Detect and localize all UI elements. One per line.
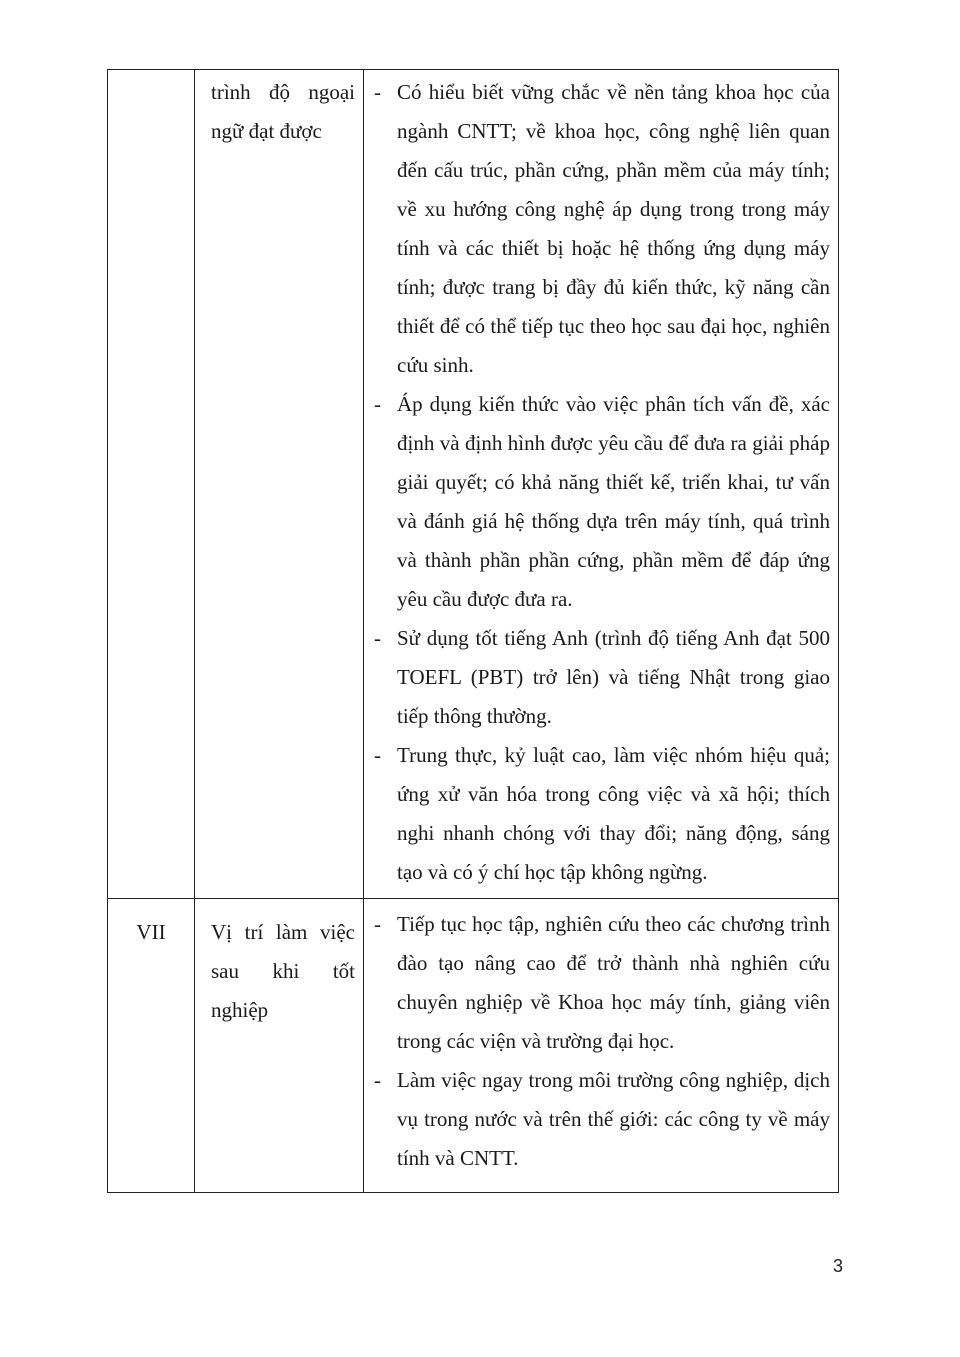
row-title: Vị trí làm việc sau khi tốt nghiệp xyxy=(211,920,355,1022)
row-number xyxy=(108,70,194,84)
row-number-cell xyxy=(108,70,195,899)
list-item-text: Tiếp tục học tập, nghiên cứu theo các chương trình đào tạo nâng cao để trở thành nhà nghiên cứu chuyên nghiệp về Khoa học máy tính, giảng viên trong các viện và trường đại học. xyxy=(397,912,830,1053)
dash-bullet: - xyxy=(374,1068,381,1092)
table-row xyxy=(108,70,839,899)
row-title-cell xyxy=(195,70,364,899)
dash-bullet: - xyxy=(374,392,381,416)
page-number: 3 xyxy=(832,1256,843,1276)
row-description-cell xyxy=(364,70,839,899)
dash-bullet: - xyxy=(374,626,381,650)
program-info-table xyxy=(107,69,839,1193)
list-item xyxy=(364,619,830,736)
dash-bullet: - xyxy=(374,912,381,936)
list-item xyxy=(364,385,830,619)
dash-bullet: - xyxy=(374,80,381,104)
row-number-cell xyxy=(108,899,195,1193)
row-title: trình độ ngoại ngữ đạt được xyxy=(211,80,355,143)
description-list xyxy=(364,899,838,1192)
description-list xyxy=(364,70,838,898)
row-number: VII xyxy=(136,920,166,944)
table-row xyxy=(108,899,839,1193)
row-description-cell xyxy=(364,899,839,1193)
list-item-text: Làm việc ngay trong môi trường công nghiệp, dịch vụ trong nước và trên thế giới: các công ty về máy tính và CNTT. xyxy=(397,1068,830,1170)
row-title-cell xyxy=(195,899,364,1193)
list-item xyxy=(364,1061,830,1178)
list-item xyxy=(364,905,830,1061)
list-item xyxy=(364,73,830,385)
list-item-text: Áp dụng kiến thức vào việc phân tích vấn đề, xác định và định hình được yêu cầu để đưa ra giải pháp giải quyết; có khả năng thiết kế, triển khai, tư vấn và đánh giá hệ thống dựa trên máy tính, quá trình và thành phần phần cứng, phần mềm để đáp ứng yêu cầu được đưa ra. xyxy=(397,392,830,611)
list-item-text: Trung thực, kỷ luật cao, làm việc nhóm hiệu quả; ứng xử văn hóa trong công việc và xã hội; thích nghi nhanh chóng với thay đổi; năng động, sáng tạo và có ý chí học tập không ngừng. xyxy=(397,743,830,884)
list-item-text: Có hiểu biết vững chắc về nền tảng khoa học của ngành CNTT; về khoa học, công nghệ liên quan đến cấu trúc, phần cứng, phần mềm của máy tính; về xu hướng công nghệ áp dụng trong trong máy tính và các thiết bị hoặc hệ thống ứng dụng máy tính; được trang bị đầy đủ kiến thức, kỹ năng cần thiết để có thể tiếp tục theo học sau đại học, nghiên cứu sinh. xyxy=(397,80,830,377)
dash-bullet: - xyxy=(374,743,381,767)
list-item xyxy=(364,736,830,892)
list-item-text: Sử dụng tốt tiếng Anh (trình độ tiếng Anh đạt 500 TOEFL (PBT) trở lên) và tiếng Nhật trong giao tiếp thông thường. xyxy=(397,626,830,728)
